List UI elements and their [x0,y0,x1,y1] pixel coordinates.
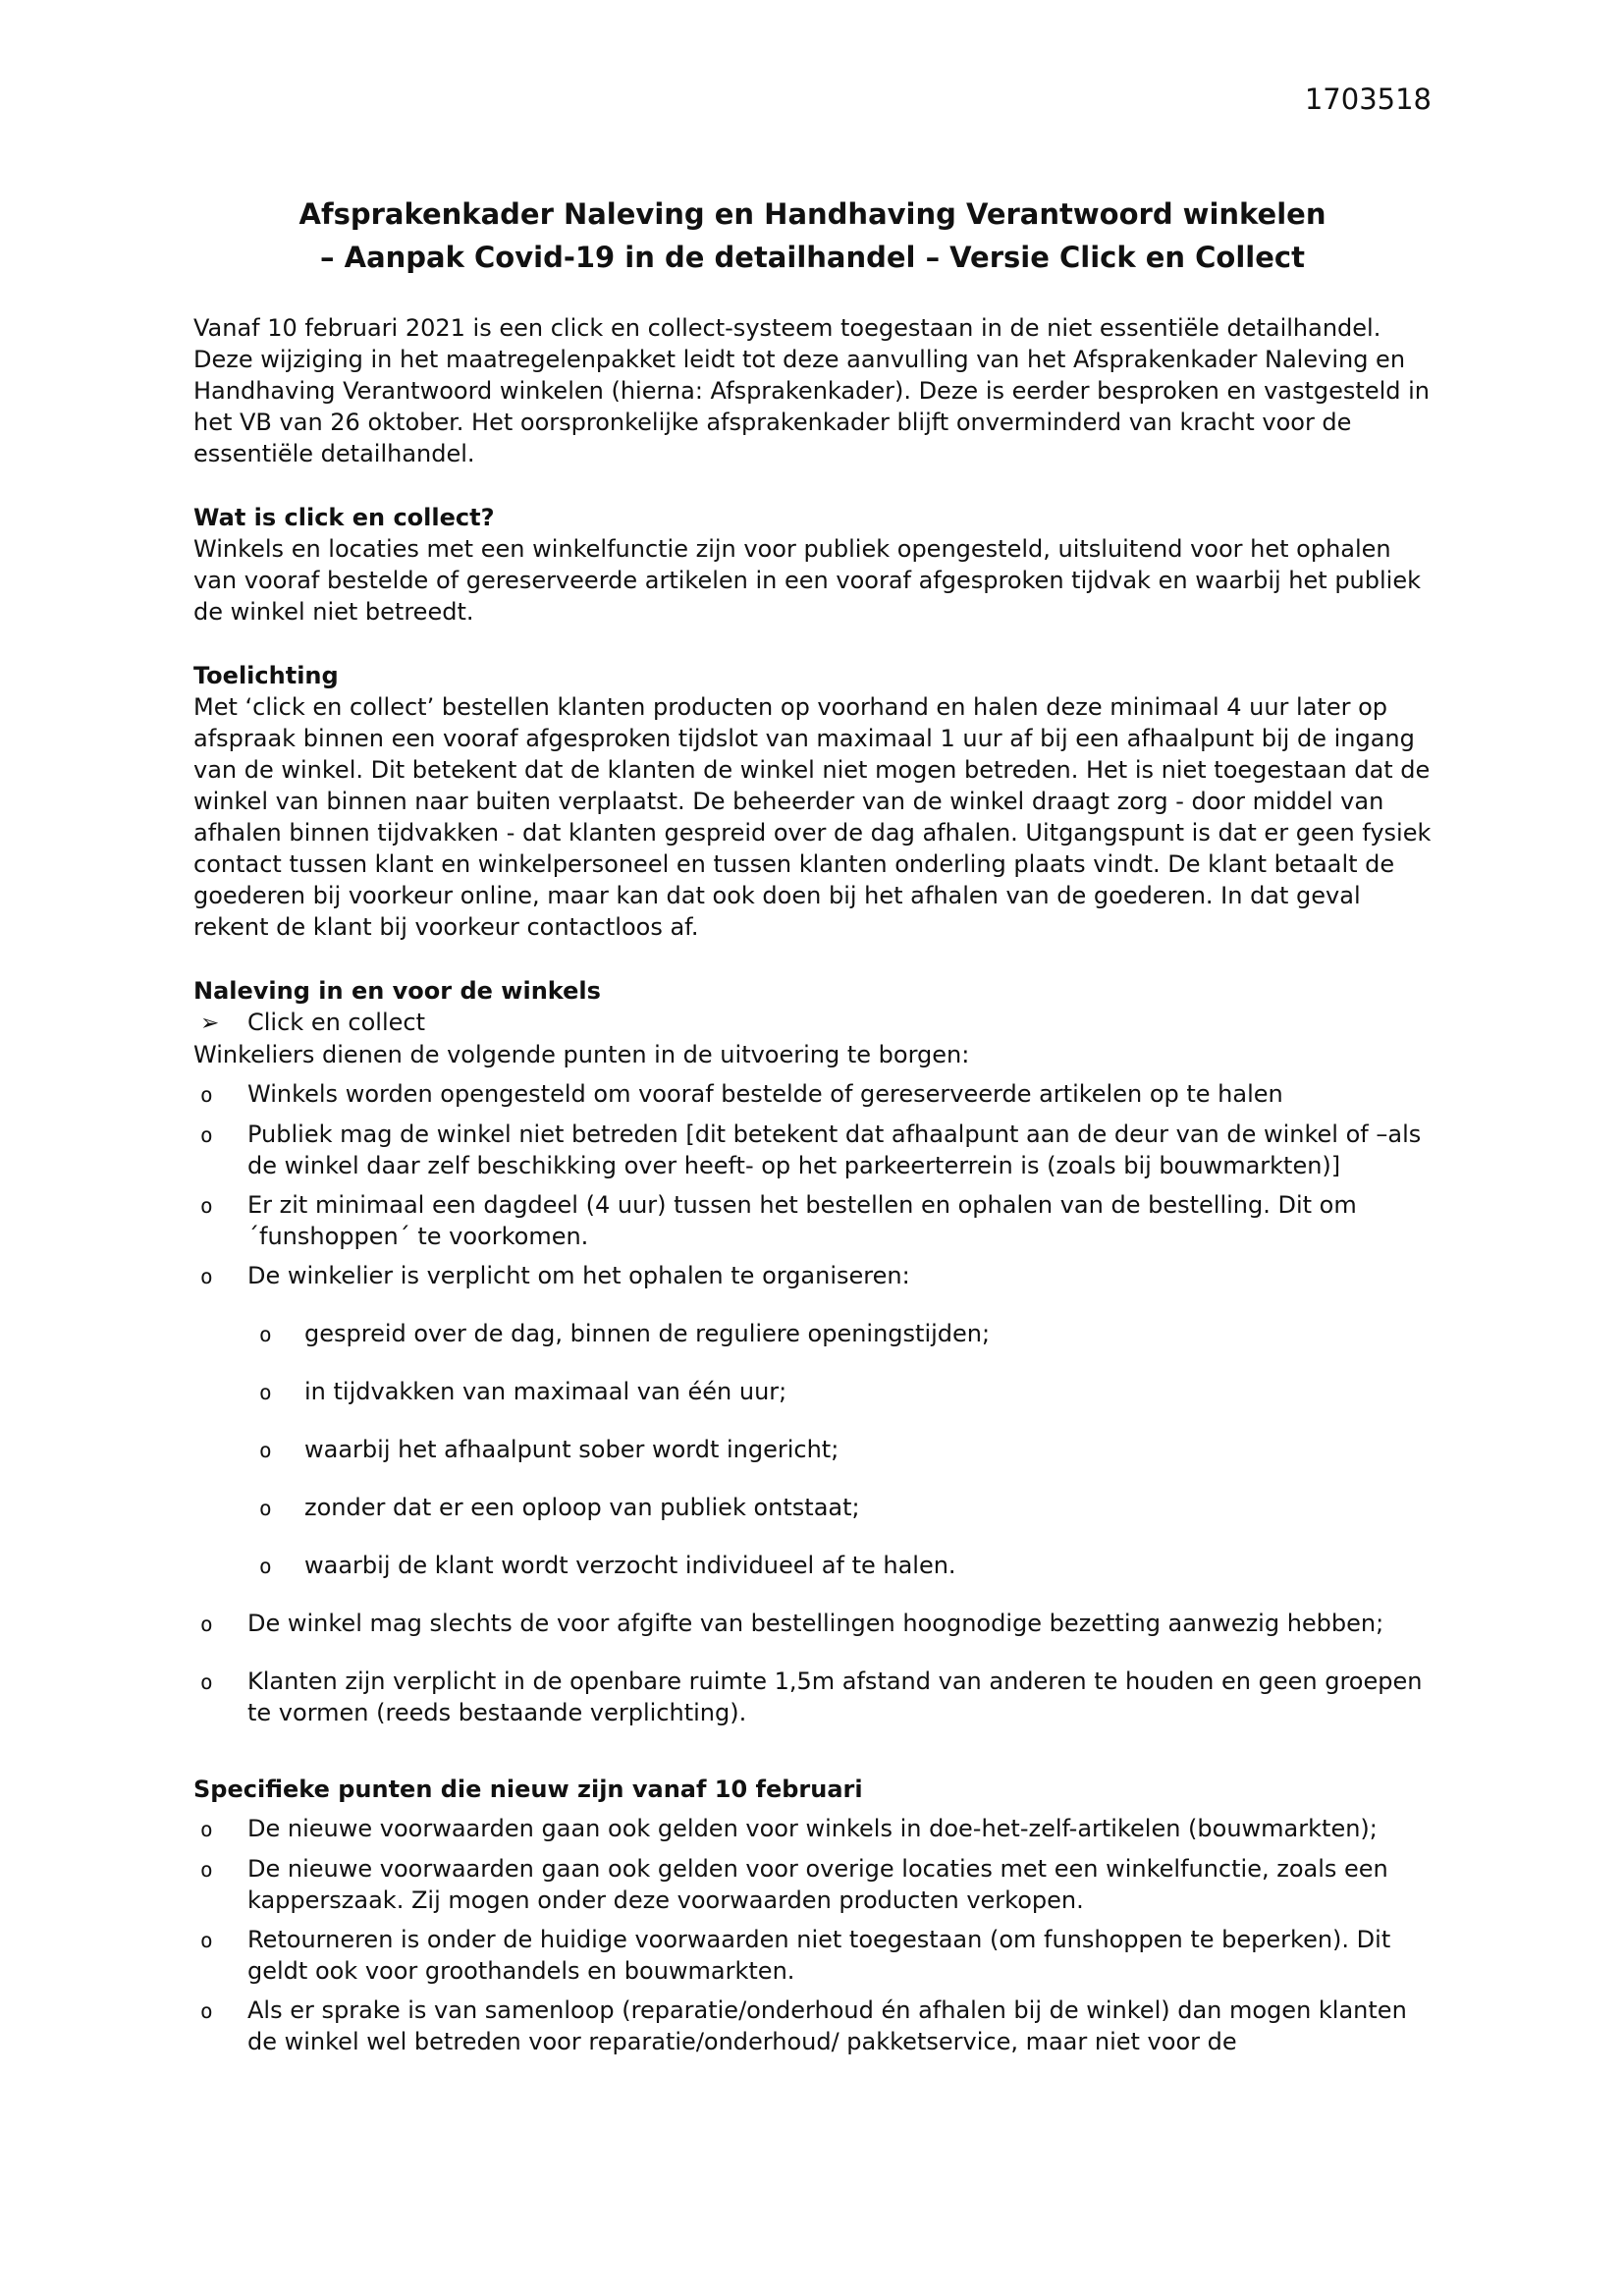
circle-bullet-icon: o [259,1555,272,1578]
page-number: 1703518 [1304,82,1432,116]
list-item-text: Er zit minimaal een dagdeel (4 uur) tussen het bestellen en ophalen van de bestelling. Dit om ´funshoppen´ te voorkomen. [247,1191,1357,1250]
list-item [193,1260,1432,1292]
list-item-text: De winkel mag slechts de voor afgifte van bestellingen hoognodige bezetting aanwezig hebben; [247,1610,1384,1637]
heading-naleving: Naleving in en voor de winkels [193,977,601,1005]
list-item-text: De nieuwe voorwaarden gaan ook gelden voor overige locaties met een winkelfunctie, zoals een kapperszaak. Zij mogen onder deze voorwaarden producten verkopen. [247,1855,1388,1914]
circle-bullet-icon: o [200,1929,213,1952]
arrow-bullet-icon: ➢ [200,1011,220,1036]
list-item-text: De nieuwe voorwaarden gaan ook gelden voor winkels in doe-het-zelf-artikelen (bouwmarkten); [247,1815,1378,1842]
circle-bullet-icon: o [200,1670,213,1694]
document-title-line-1: Afsprakenkader Naleving en Handhaving Verantwoord winkelen [298,197,1326,231]
circle-bullet-icon: o [200,1194,213,1218]
sub-list-item [252,1550,1432,1582]
heading-specifieke-punten: Specifieke punten die nieuw zijn vanaf 10 februari [193,1776,863,1803]
document-title [193,192,1432,279]
heading-wat-is-click-en-collect: Wat is click en collect? [193,504,495,531]
list-item-text: Retourneren is onder de huidige voorwaarden niet toegestaan (om funshoppen te beperken). Dit geldt ook voor groothandels en bouwmarkten. [247,1926,1391,1985]
sub-list-item [252,1434,1432,1466]
list-item-text: Klanten zijn verplicht in de openbare ruimte 1,5m afstand van anderen te houden en geen groepen te vormen (reeds bestaande verplichting). [247,1667,1423,1726]
list-item [193,1608,1432,1640]
list-item [193,1666,1432,1728]
list-item [193,1924,1432,1987]
list-item-text: Click en collect [247,1009,426,1036]
circle-bullet-icon: o [200,1818,213,1841]
list-item [193,1853,1432,1916]
list-item-text: gespreid over de dag, binnen de reguliere openingstijden; [304,1320,991,1347]
circle-bullet-icon: o [200,1858,213,1882]
wat-paragraph: Winkels en locaties met een winkelfunctie zijn voor publiek opengesteld, uitsluitend voor het ophalen van vooraf bestelde of gereserveerde artikelen in een vooraf afgesproken tijdvak en waarbij het publiek de winkel niet betreedt. [193,535,1421,626]
list-item-text: in tijdvakken van maximaal van één uur; [304,1378,787,1405]
list-item [193,1078,1432,1111]
list-item [193,1813,1432,1845]
list-item-text: Publiek mag de winkel niet betreden [dit betekent dat afhaalpunt aan de deur van de winkel of –als de winkel daar zelf beschikking over heeft- op het parkeerterrein is (zoals bij bouwmarkten)] [247,1121,1422,1179]
list-item-text: waarbij de klant wordt verzocht individueel af te halen. [304,1552,956,1579]
list-item-text: zonder dat er een oploop van publiek ontstaat; [304,1494,860,1521]
sub-list-item [252,1376,1432,1408]
toelichting-paragraph: Met ‘click en collect’ bestellen klanten producten op voorhand en halen deze minimaal 4 uur later op afspraak binnen een vooraf afgesproken tijdslot van maximaal 1 uur af bij een afhaalpunt bij de ingang van de winkel. Dit betekent dat de klanten de winkel niet mogen betreden. Het is niet toegestaan dat de winkel van binnen naar buiten verplaatst. De beheerder van de winkel draagt zorg - door middel van afhalen binnen tijdvakken - dat klanten gespreid over de dag afhalen. Uitgangspunt is dat er geen fysiek contact tussen klant en winkelpersoneel en tussen klanten onderling plaats vindt. De klant betaalt de goederen bij voorkeur online, maar kan dat ook doen bij het afhalen van de goederen. In dat geval rekent de klant bij voorkeur contactloos af. [193,693,1432,941]
list-item-text: Winkels worden opengesteld om vooraf bestelde of gereserveerde artikelen op te halen [247,1080,1283,1108]
list-item-text: Als er sprake is van samenloop (reparatie/onderhoud én afhalen bij de winkel) dan mogen klanten de winkel wel betreden voor reparatie/onderhoud/ pakketservice, maar niet voor de [247,1996,1407,2055]
heading-toelichting: Toelichting [193,662,339,689]
circle-bullet-icon: o [259,1323,272,1346]
list-item-click-en-collect [193,1007,1432,1039]
list-item [193,1189,1432,1252]
circle-bullet-icon: o [259,1497,272,1520]
circle-bullet-icon: o [259,1381,272,1404]
circle-bullet-icon: o [200,1123,213,1147]
intro-paragraph: Vanaf 10 februari 2021 is een click en collect-systeem toegestaan in de niet essentiële detailhandel. Deze wijziging in het maatregelenpakket leidt tot deze aanvulling van het Afsprakenkader Naleving en Handhaving Verantwoord winkelen (hierna: Afsprakenkader). Deze is eerder besproken en vastgesteld in het VB van 26 oktober. Het oorspronkelijke afsprakenkader blijft onverminderd van kracht voor de essentiële detailhandel. [193,314,1431,467]
list-item-text: De winkelier is verplicht om het ophalen te organiseren: [247,1262,910,1289]
circle-bullet-icon: o [200,1613,213,1636]
list-item-text: waarbij het afhaalpunt sober wordt ingericht; [304,1436,839,1463]
list-item [193,1119,1432,1181]
sub-list-item [252,1318,1432,1350]
naleving-lead-paragraph: Winkeliers dienen de volgende punten in de uitvoering te borgen: [193,1041,970,1068]
circle-bullet-icon: o [200,1265,213,1288]
circle-bullet-icon: o [200,1083,213,1107]
circle-bullet-icon: o [200,1999,213,2023]
document-title-line-2: – Aanpak Covid-19 in de detailhandel – Versie Click en Collect [320,241,1305,274]
circle-bullet-icon: o [259,1439,272,1462]
list-item [193,1995,1432,2057]
sub-list-item [252,1492,1432,1524]
